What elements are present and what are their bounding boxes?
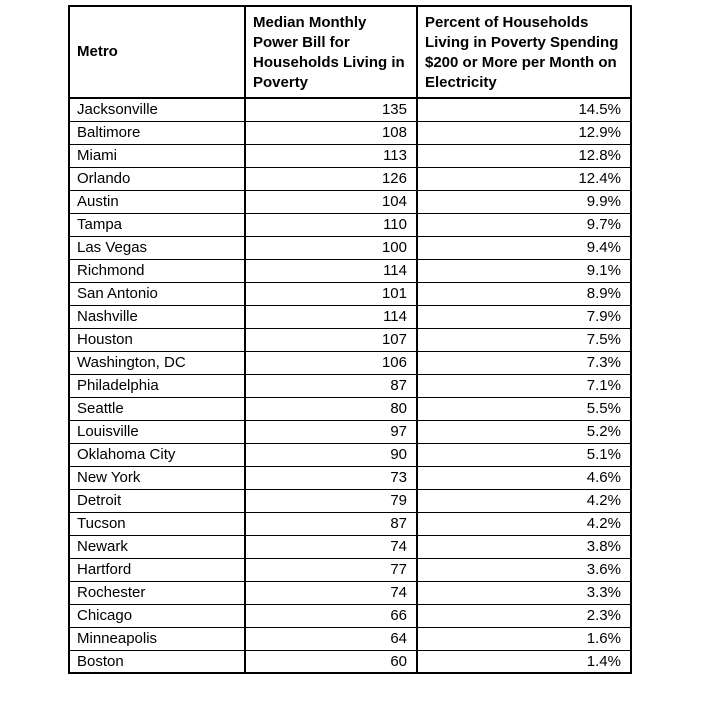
bill-cell: 114 — [245, 305, 417, 328]
metro-cell: Orlando — [69, 167, 245, 190]
bill-cell: 64 — [245, 627, 417, 650]
bill-cell: 74 — [245, 581, 417, 604]
percent-cell: 3.8% — [417, 535, 631, 558]
table-row — [69, 604, 631, 627]
bill-cell: 100 — [245, 236, 417, 259]
bill-cell: 87 — [245, 374, 417, 397]
table-row — [69, 213, 631, 236]
metro-cell: Baltimore — [69, 121, 245, 144]
percent-cell: 4.6% — [417, 466, 631, 489]
percent-cell: 8.9% — [417, 282, 631, 305]
table-row — [69, 236, 631, 259]
metro-cell: Rochester — [69, 581, 245, 604]
metro-cell: Chicago — [69, 604, 245, 627]
table-row — [69, 121, 631, 144]
table-row — [69, 351, 631, 374]
table-row — [69, 627, 631, 650]
table-row — [69, 650, 631, 673]
metro-cell: Tucson — [69, 512, 245, 535]
metro-cell: Hartford — [69, 558, 245, 581]
bill-cell: 74 — [245, 535, 417, 558]
table-row — [69, 328, 631, 351]
bill-cell: 79 — [245, 489, 417, 512]
percent-cell: 3.6% — [417, 558, 631, 581]
metro-cell: New York — [69, 466, 245, 489]
percent-cell: 7.1% — [417, 374, 631, 397]
percent-cell: 7.5% — [417, 328, 631, 351]
table-row — [69, 443, 631, 466]
metro-cell: Seattle — [69, 397, 245, 420]
header-metro: Metro — [69, 6, 245, 98]
percent-cell: 5.5% — [417, 397, 631, 420]
bill-cell: 60 — [245, 650, 417, 673]
percent-cell: 3.3% — [417, 581, 631, 604]
table-row — [69, 535, 631, 558]
bill-cell: 104 — [245, 190, 417, 213]
bill-cell: 114 — [245, 259, 417, 282]
table-row — [69, 144, 631, 167]
percent-cell: 2.3% — [417, 604, 631, 627]
bill-cell: 87 — [245, 512, 417, 535]
metro-cell: Louisville — [69, 420, 245, 443]
percent-cell: 9.7% — [417, 213, 631, 236]
table-row — [69, 282, 631, 305]
table-row — [69, 190, 631, 213]
table-row — [69, 420, 631, 443]
bill-cell: 135 — [245, 98, 417, 121]
table-body — [69, 98, 631, 673]
metro-cell: Miami — [69, 144, 245, 167]
percent-cell: 12.8% — [417, 144, 631, 167]
table-row — [69, 374, 631, 397]
metro-cell: Newark — [69, 535, 245, 558]
percent-cell: 7.9% — [417, 305, 631, 328]
bill-cell: 90 — [245, 443, 417, 466]
percent-cell: 9.1% — [417, 259, 631, 282]
metro-cell: Tampa — [69, 213, 245, 236]
table-row — [69, 305, 631, 328]
table-row — [69, 512, 631, 535]
header-median-power-bill: Median Monthly Power Bill for Households Living in Poverty — [245, 6, 417, 98]
percent-cell: 5.1% — [417, 443, 631, 466]
bill-cell: 101 — [245, 282, 417, 305]
percent-cell: 1.6% — [417, 627, 631, 650]
metro-cell: Houston — [69, 328, 245, 351]
percent-cell: 14.5% — [417, 98, 631, 121]
bill-cell: 126 — [245, 167, 417, 190]
metro-cell: Oklahoma City — [69, 443, 245, 466]
bill-cell: 107 — [245, 328, 417, 351]
power-bill-table — [68, 5, 632, 674]
table-row — [69, 466, 631, 489]
table-row — [69, 581, 631, 604]
bill-cell: 113 — [245, 144, 417, 167]
header-percent-spending: Percent of Households Living in Poverty Spending $200 or More per Month on Electricity — [417, 6, 631, 98]
percent-cell: 4.2% — [417, 512, 631, 535]
percent-cell: 4.2% — [417, 489, 631, 512]
metro-cell: Minneapolis — [69, 627, 245, 650]
metro-cell: Austin — [69, 190, 245, 213]
percent-cell: 9.9% — [417, 190, 631, 213]
table-row — [69, 558, 631, 581]
bill-cell: 97 — [245, 420, 417, 443]
metro-cell: Washington, DC — [69, 351, 245, 374]
metro-cell: Richmond — [69, 259, 245, 282]
bill-cell: 106 — [245, 351, 417, 374]
header-row — [69, 6, 631, 98]
metro-cell: San Antonio — [69, 282, 245, 305]
table-row — [69, 98, 631, 121]
percent-cell: 9.4% — [417, 236, 631, 259]
percent-cell: 1.4% — [417, 650, 631, 673]
bill-cell: 108 — [245, 121, 417, 144]
metro-cell: Boston — [69, 650, 245, 673]
percent-cell: 12.9% — [417, 121, 631, 144]
percent-cell: 5.2% — [417, 420, 631, 443]
bill-cell: 110 — [245, 213, 417, 236]
metro-cell: Detroit — [69, 489, 245, 512]
table-row — [69, 397, 631, 420]
bill-cell: 66 — [245, 604, 417, 627]
percent-cell: 12.4% — [417, 167, 631, 190]
table-row — [69, 259, 631, 282]
percent-cell: 7.3% — [417, 351, 631, 374]
table-row — [69, 489, 631, 512]
metro-cell: Nashville — [69, 305, 245, 328]
table-row — [69, 167, 631, 190]
metro-cell: Philadelphia — [69, 374, 245, 397]
bill-cell: 73 — [245, 466, 417, 489]
bill-cell: 77 — [245, 558, 417, 581]
metro-cell: Jacksonville — [69, 98, 245, 121]
bill-cell: 80 — [245, 397, 417, 420]
metro-cell: Las Vegas — [69, 236, 245, 259]
